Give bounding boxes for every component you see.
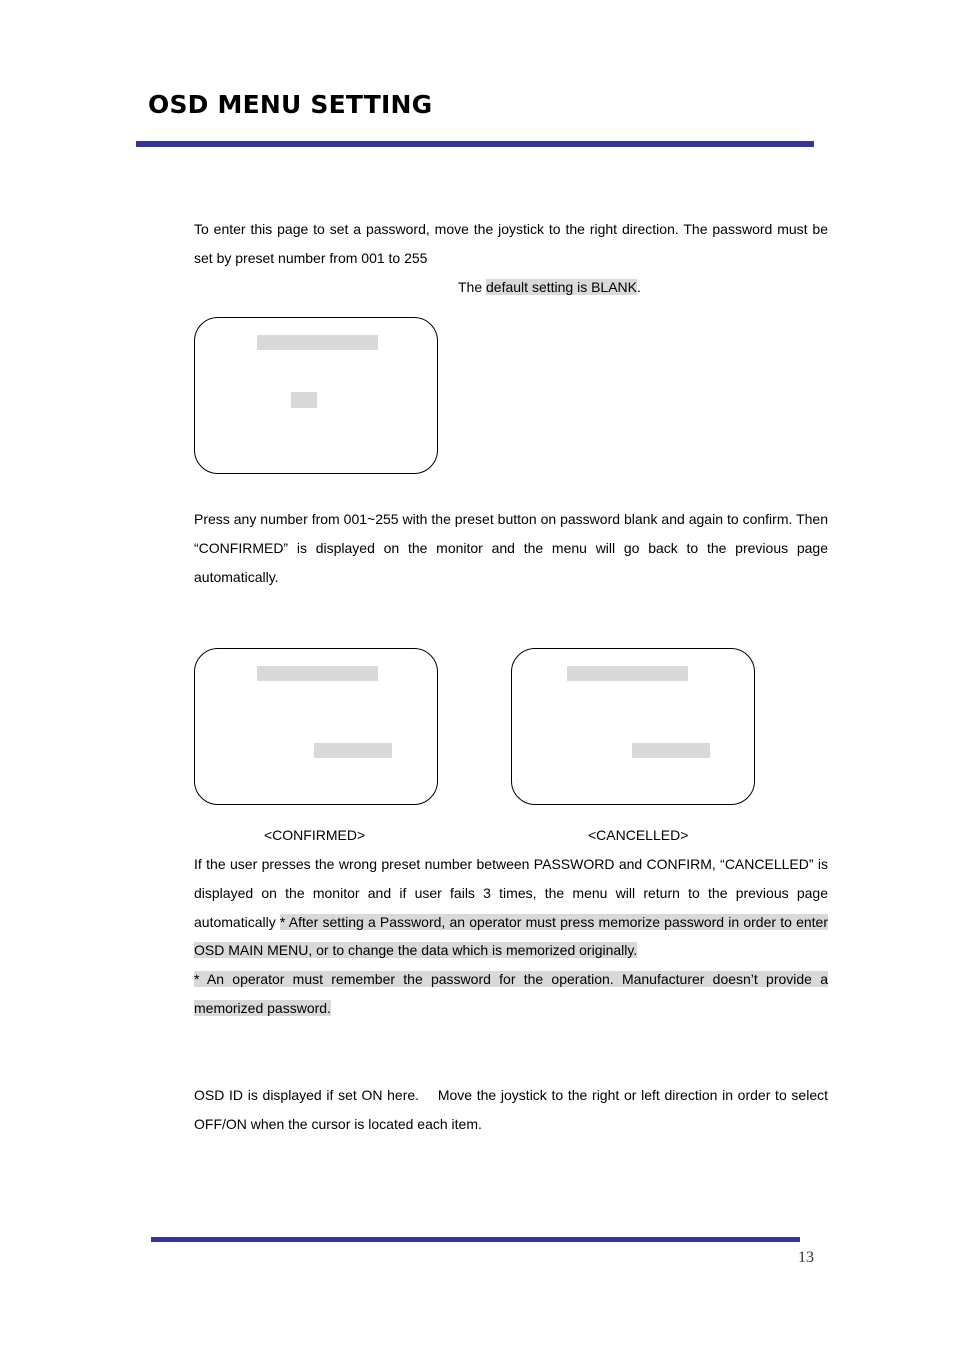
page-number: 13: [798, 1249, 814, 1266]
password-instructions: Press any number from 001~255 with the preset button on password blank and again to confirm. Then “CONFIRMED” is displayed on the monitor and the menu will go back to the previous page automatically.: [194, 511, 828, 585]
caption-confirmed: <CONFIRMED>: [264, 827, 366, 843]
wrong-preset-note: If the user presses the wrong preset number between PASSWORD and CONFIRM, “CANCELLED” is displayed on the monitor and if user fails 3 times, the menu will return to the previous page automatically: [194, 856, 828, 930]
menu-title-bar: [567, 666, 688, 681]
menu-title-bar: [257, 335, 378, 350]
monitor-cancelled-screen: [511, 648, 755, 805]
osd-id-description: OSD ID is displayed if set ON here. Move the joystick to the right or left direction in order to select OFF/ON when the cursor is located each item.: [194, 1087, 828, 1132]
status-field: [314, 743, 392, 758]
header-rule: [136, 141, 814, 147]
password-blank-field: [291, 392, 317, 408]
default-setting-line: [458, 273, 641, 302]
default-suffix: .: [637, 279, 641, 295]
monitor-password-screen: [194, 317, 438, 474]
status-field: [632, 743, 710, 758]
menu-title-bar: [257, 666, 378, 681]
default-setting-highlight: default setting is BLANK: [486, 279, 637, 295]
footer-rule: [151, 1237, 800, 1242]
memorize-password-note: * After setting a Password, an operator must press memorize password in order to enter OSD MAIN MENU, or to change the data which is memorized originally.: [194, 913, 829, 959]
monitor-confirmed-screen: [194, 648, 438, 805]
caption-cancelled: <CANCELLED>: [588, 827, 689, 843]
page-title: OSD MENU SETTING: [148, 90, 433, 119]
cancel-notes: [194, 850, 828, 1023]
default-prefix: The: [458, 279, 487, 295]
password-intro: To enter this page to set a password, move the joystick to the right direction. The password must be set by preset number from 001 to 255: [194, 221, 828, 266]
remember-password-note: * An operator must remember the password for the operation. Manufacturer doesn’t provide a memorized password.: [194, 971, 828, 1016]
